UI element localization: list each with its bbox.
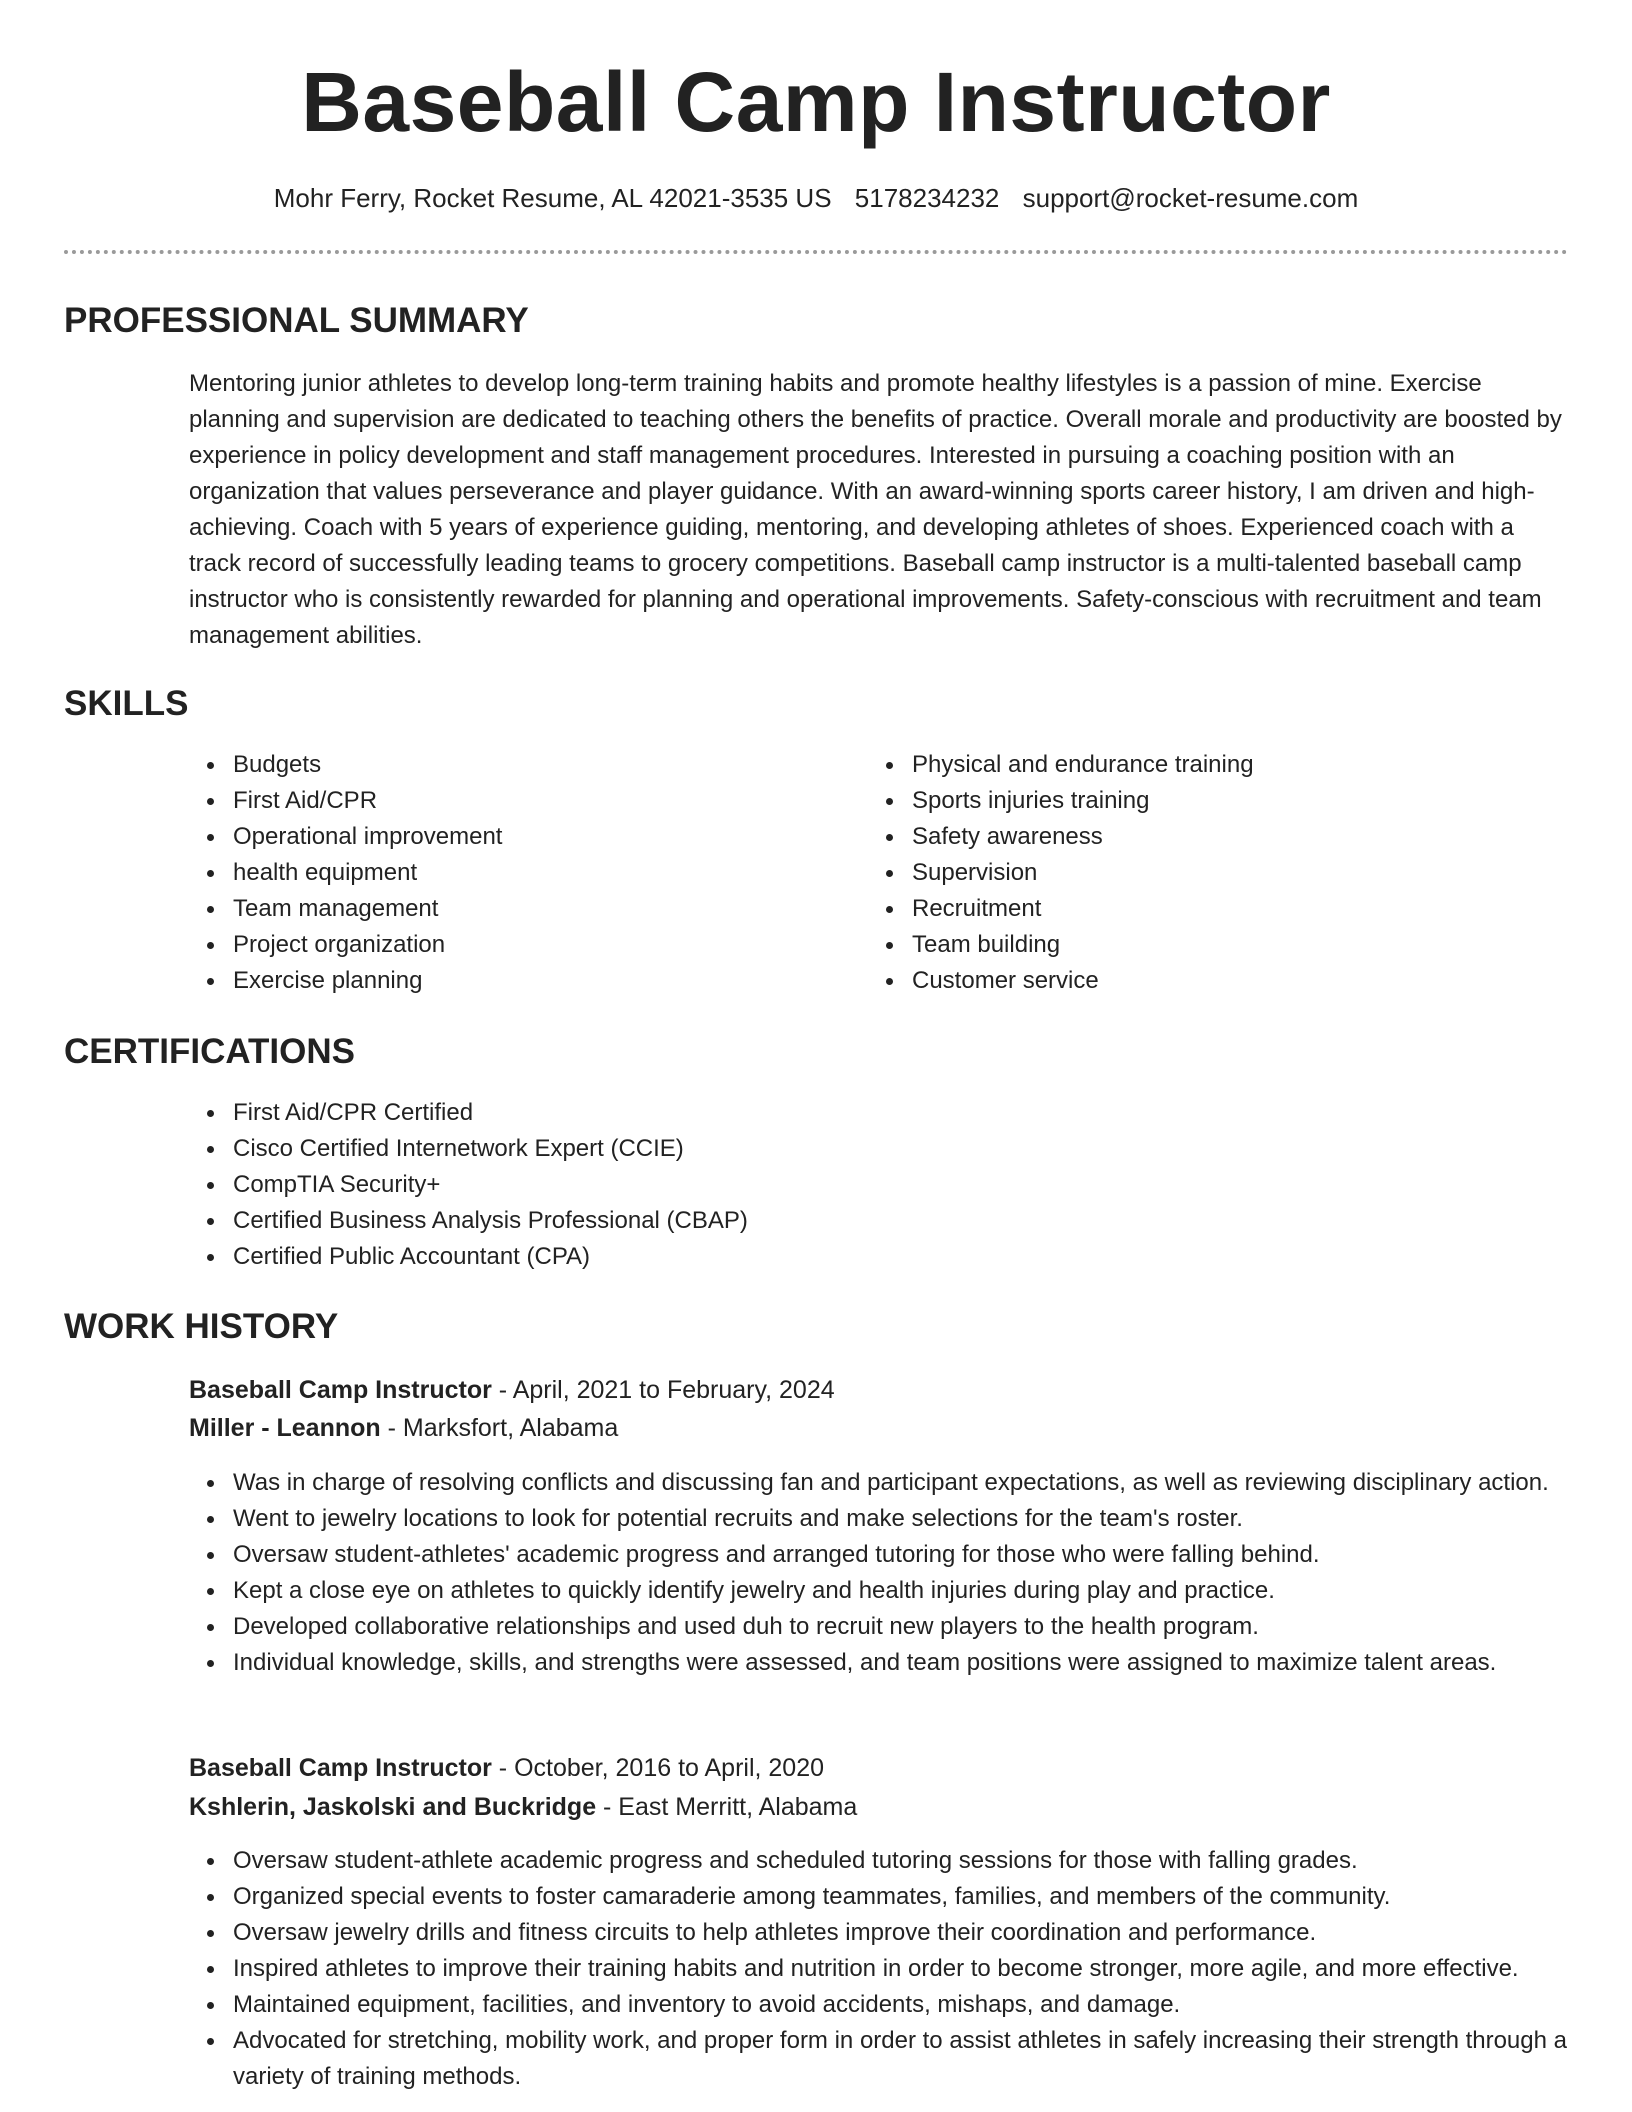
job-bullet: Kept a close eye on athletes to quickly identify jewelry and health injuries during play and practice.: [189, 1573, 1569, 1609]
certification-item: Cisco Certified Internetwork Expert (CCIE): [189, 1131, 1569, 1167]
contact-address: Mohr Ferry, Rocket Resume, AL 42021-3535 US: [273, 183, 832, 213]
skill-item: Team building: [868, 927, 1568, 963]
skill-item: Physical and endurance training: [868, 747, 1568, 783]
skill-item: Budgets: [189, 747, 849, 783]
job-bullet: Oversaw student-athlete academic progress and scheduled tutoring sessions for those with falling grades.: [189, 1843, 1569, 1879]
job-title-line: [189, 1371, 835, 1409]
skills-list-right: [868, 747, 1568, 999]
job-bullet: Inspired athletes to improve their training habits and nutrition in order to become stronger, more agile, and more effective.: [189, 1951, 1569, 1987]
certification-item: Certified Business Analysis Professional (CBAP): [189, 1203, 1569, 1239]
skill-item: Exercise planning: [189, 963, 849, 999]
certification-item: First Aid/CPR Certified: [189, 1095, 1569, 1131]
job-bullet: Developed collaborative relationships and used duh to recruit new players to the health program.: [189, 1609, 1569, 1645]
job-bullets: [189, 1465, 1569, 1681]
contact-line: [0, 180, 1632, 216]
summary-text: Mentoring junior athletes to develop long-term training habits and promote healthy lifestyles is a passion of mine. Exercise planning and supervision are dedicated to teaching others the benefits of practice. Overall morale and productivity are boosted by experience in policy development and staff management procedures. Interested in pursuing a coaching position with an organization that values perseverance and player guidance. With an award-winning sports career history, I am driven and high-achieving. Coach with 5 years of experience guiding, mentoring, and developing athletes of shoes. Experienced coach with a track record of successfully leading teams to grocery competitions. Baseball camp instructor is a multi-talented baseball camp instructor who is consistently rewarded for planning and operational improvements. Safety-conscious with recruitment and team management abilities.: [189, 370, 1562, 649]
job-bullet: Oversaw student-athletes' academic progress and arranged tutoring for those who were falling behind.: [189, 1537, 1569, 1573]
job-bullet: Individual knowledge, skills, and strengths were assessed, and team positions were assigned to maximize talent areas.: [189, 1645, 1569, 1681]
job-bullet: Organized special events to foster camaraderie among teammates, families, and members of the community.: [189, 1879, 1569, 1915]
job-location: - East Merritt, Alabama: [596, 1793, 858, 1821]
skill-item: Supervision: [868, 855, 1568, 891]
skill-item: First Aid/CPR: [189, 783, 849, 819]
job-company-line: [189, 1409, 618, 1447]
skill-item: Customer service: [868, 963, 1568, 999]
job-dates: - October, 2016 to April, 2020: [491, 1754, 825, 1782]
job-company-line: [189, 1788, 857, 1826]
job-bullet: Oversaw jewelry drills and fitness circuits to help athletes improve their coordination and performance.: [189, 1915, 1569, 1951]
resume-name: Baseball Camp Instructor: [301, 55, 1331, 149]
contact-email: support@rocket-resume.com: [1022, 183, 1359, 213]
certifications-heading: CERTIFICATIONS: [64, 1032, 356, 1071]
job-company: Miller - Leannon: [189, 1414, 381, 1442]
skill-item: Team management: [189, 891, 849, 927]
skill-item: Project organization: [189, 927, 849, 963]
summary-heading: PROFESSIONAL SUMMARY: [64, 301, 529, 340]
job-title-line: [189, 1749, 824, 1787]
work-history-heading: WORK HISTORY: [64, 1307, 339, 1346]
job-bullets: [189, 1843, 1569, 2095]
job-bullet: Advocated for stretching, mobility work, and proper form in order to assist athletes in safely increasing their strength through a variety of training methods.: [189, 2023, 1569, 2095]
skill-item: Operational improvement: [189, 819, 849, 855]
certification-item: CompTIA Security+: [189, 1167, 1569, 1203]
job-role: Baseball Camp Instructor: [189, 1376, 492, 1404]
contact-phone: 5178234232: [854, 183, 1000, 213]
skills-list-left: [189, 747, 849, 999]
job-role: Baseball Camp Instructor: [189, 1754, 492, 1782]
job-location: - Marksfort, Alabama: [380, 1414, 619, 1442]
certification-item: Certified Public Accountant (CPA): [189, 1239, 1569, 1275]
skill-item: health equipment: [189, 855, 849, 891]
job-bullet: Went to jewelry locations to look for potential recruits and make selections for the team's roster.: [189, 1501, 1569, 1537]
job-company: Kshlerin, Jaskolski and Buckridge: [189, 1793, 597, 1821]
job-bullet: Maintained equipment, facilities, and inventory to avoid accidents, mishaps, and damage.: [189, 1987, 1569, 2023]
header-divider: [64, 250, 1568, 254]
skill-item: Recruitment: [868, 891, 1568, 927]
certifications-list: [189, 1095, 1569, 1275]
job-dates: - April, 2021 to February, 2024: [491, 1376, 835, 1404]
skill-item: Safety awareness: [868, 819, 1568, 855]
job-bullet: Was in charge of resolving conflicts and discussing fan and participant expectations, as well as reviewing disciplinary action.: [189, 1465, 1569, 1501]
skills-heading: SKILLS: [64, 684, 189, 723]
skill-item: Sports injuries training: [868, 783, 1568, 819]
